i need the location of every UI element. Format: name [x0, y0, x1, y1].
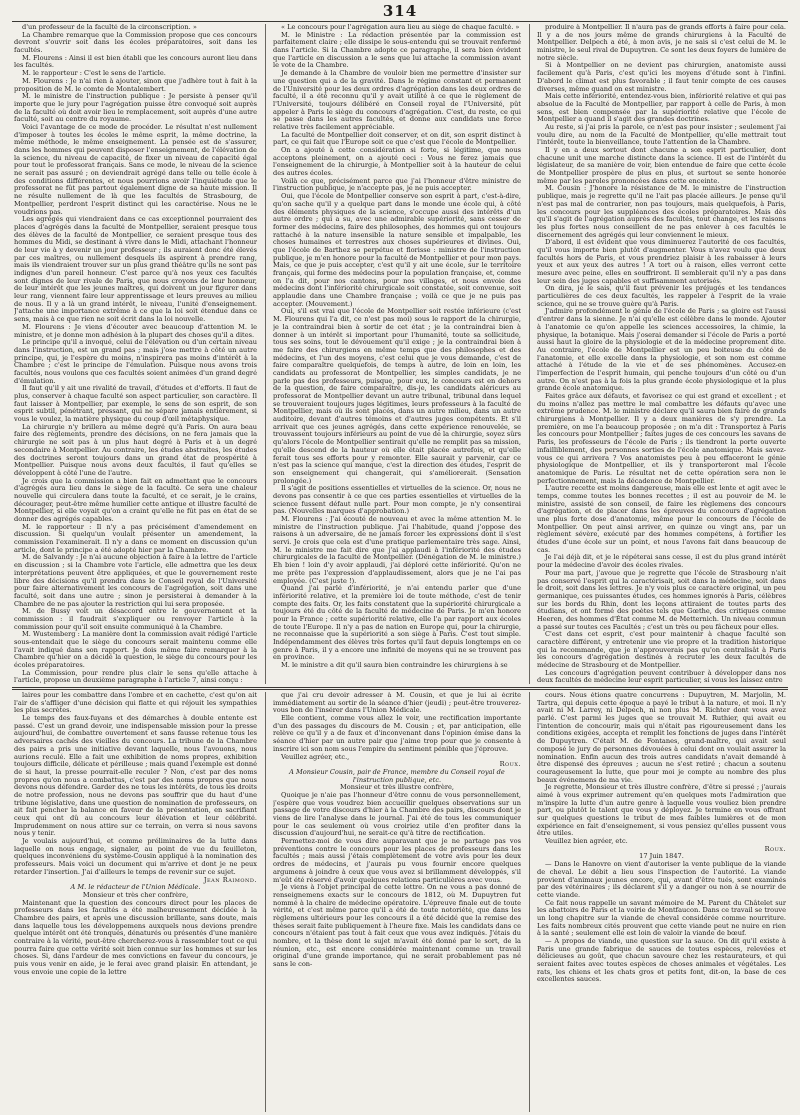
paragraph: Au reste, si j'ai pris la parole, ce n'est pas pour insister ; seulement j'ai voulu dire, au nom de la Faculté de Montpellier, qu'elle mettrait tout l'intérêt, toute la bienveillance, toute l'attention de la Chambre. — [537, 122, 786, 147]
paragraph: Permettez-moi de vous dire auparavant que je ne partage pas vos préventions contre le concours pour les places de professeurs dans les facultés ; mais aussi j'étais complètement de votre avis pour les deux ordres de médecins, et j'aurais pu vous fournir encore quelques argumens à joindre à ceux que vous avez si brillamment développés, s'il m'eût été réservé d'avoir quelques relations particulières avec vous. — [273, 837, 521, 884]
paragraph: Je demande à la Chambre de vouloir bien me permettre d'insister sur une question qui a de la gravité. Dans le régime constant et permanent de l'Université pour les deux ordres d'agrégation dans les deux ordres de faculté, il a été reconnu qu'il y avait utilité à ce que le règlement de l'Université, toujours délibéré en Conseil royal de l'Université, pût appeler à Paris le siège du concours d'agrégation. C'est, du reste, ce qui se passe dans les autres facultés, et donne aux candidats une force relative très facilement appréciable. — [273, 69, 521, 131]
lower-column-3 — [537, 692, 786, 1112]
paragraph: M. le ministre a dit qu'il saura bien contraindre les chirurgiens à se — [281, 661, 508, 670]
column-divider — [529, 24, 530, 684]
salutation: Monsieur et très cher confrère, — [82, 890, 189, 899]
paragraph: La Chambre remarque que la Commission propose que ces concours devront s'ouvrir soit dans les écoles préparatoires, soit dans les facultés. — [14, 30, 257, 55]
paragraph: — A propos de viande, une question sur la sauce. On dit qu'il existe à Paris une grande fabrique de sauces de toutes espèces, relevées et délicieuses au goût, que chacun savoure chez les restaurateurs, et qui seraient faites avec toutes espèces de choses animales et végétales. Les rats, les chiens et les chats gros et petits font, dit-on, la base de ces excellentes sauces. — [537, 937, 786, 984]
letter-heading: A Monsieur Cousin, pair de France, membre du Conseil royal de l'instruction publique, etc. — [289, 767, 505, 784]
paragraph: Quoique je n'aie pas l'honneur d'être connu de vous personnellement, j'espère que vous voudrez bien accueillir quelques observations sur un passage de votre discours d'hier à la Chambre des pairs, discours dont je viens de lire l'analyse dans le journal. J'ai été de tous les communiquer pour le cas seulement où vous croiriez utile d'en profiter dans la discussion d'aujourd'hui, ne serait-ce qu'à titre de rectification. — [273, 790, 521, 838]
header-rule — [12, 21, 788, 22]
paragraph: M. de Bussy voit un désaccord entre le gouvernement et la commission : il faudrait s'expliquer ou renvoyer l'article à la commission pour qu'il soit ensuite communiqué à la Chambre. — [14, 607, 257, 631]
upper-column-1 — [14, 24, 257, 684]
page-number: 314 — [382, 2, 418, 20]
paragraph: d'un professeur de la faculté de la circonscription. » — [22, 24, 197, 31]
feuilleton-rule — [12, 687, 788, 690]
upper-column-3 — [537, 24, 786, 684]
paragraph: M. le ministre de l'instruction publique : Je persiste à penser qu'il importe que le jury pour l'agrégation puisse être convoqué soit auprès de la faculté où doit avoir lieu le remplacement, soit auprès d'une autre faculté, soit au centre du royaume. — [14, 92, 257, 124]
paragraph: M. le rapporteur : Il n'y a pas précisément d'amendement en discussion. Si quelqu'un voulait présenter un amendement, la commission l'examinerait. Il n'y a dans ce moment en discussion qu'un article, dont le principe a été adopté hier par la Chambre. — [14, 522, 257, 554]
paragraph: Pour ma part, j'avoue que je regrette que l'école de Strasbourg n'ait pas conservé l'esprit qui la caractérisait, soit dans la médecine, soit dans le droit, soit dans les lettres. Je n'y vois plus ce caractère original, un peu germanique, ces puissantes études, ces hommes ignorés à Paris, célèbres sur les bords du Rhin, dont les leçons attiraient de toutes parts des étudians, et ont formé des poètes tels que Gœthe, des critiques comme Heeren, des hommes d'État comme M. de Metternich. Un niveau commun a passé sur toutes ces Facultés ; c'est un très ou peu fâcheux pour elles. — [537, 568, 786, 631]
lower-column-2 — [273, 692, 521, 1112]
paragraph: M. Flourens : Je viens d'écouter avec beaucoup d'attention M. le ministre, et je donne mon adhésion à la plupart des choses qu'il a dites. — [14, 322, 257, 339]
paragraph: Quand j'ai parlé d'infériorité, je n'ai entendu parler que d'une infériorité relative, et la première loi de toute méthode, c'est de tenir compte des faits. Or, les faits constatent que la supériorité chirurgicale a toujours été du côté de la faculté de médecine de Paris. Je m'en honore pour la France ; cette supériorité relative, elle l'a par rapport aux écoles de toute l'Europe. Il n'y a pas de nation en Europe qui, pour la chirurgie, ne reconnaisse que la supériorité a son siège à Paris. C'est tout simple. Indépendamment des élèves très fortes qu'il faut depuis longtemps en ce genre à Paris, il y a encore une infinité de moyens qui ne se trouvent pas en province. — [273, 584, 521, 662]
paragraph: M. le rapporteur : C'est le sens de l'article. — [22, 69, 166, 78]
salutation: Monsieur et très illustre confrère, — [340, 783, 454, 792]
paragraph: La Commission, pour rendre plus clair le sens qu'elle attache à l'article, propose un deuxième paragraphe à l'article 7, ainsi conçu : — [14, 668, 257, 684]
paragraph: On a ajouté à cette considération si forte, si légitime, que nous acceptons pleinement, on a ajouté ceci : Vous ne ferez jamais que l'enseignement de la chirurgie, à Montpellier soit à la hauteur de celui des autres écoles. — [273, 146, 521, 178]
paragraph: Il faut qu'il y ait une rivalité de travail, d'études et d'efforts. Il faut de plus, conserver à chaque faculté son aspect particulier, son caractère. Il faut laisser à Montpellier, par exemple, le sens de son esprit, de son esprit subtil, pénétrant, pressant, qui ne sépare jamais entièrement, si vous le voulez, la matière physique du coup d'œil métaphysique. — [14, 384, 257, 424]
paragraph: M. Flourens : Ainsi il est bien établi que les concours auront lieu dans les facultés. — [14, 53, 257, 70]
upper-column-2 — [273, 24, 521, 684]
paragraph: M. Flourens : Je n'ai rien à ajouter, sinon que j'adhère tout à fait à la proposition de M. le comte de Montalembert. — [14, 76, 257, 93]
paragraph: « Le concours pour l'agrégation aura lieu au siège de chaque faculté. » — [281, 24, 520, 31]
paragraph: M. Flourens : J'ai écouté de nouveau et avec la même attention M. le ministre de l'instruction publique. J'ai l'habitude, quand j'oppose des raisons à un adversaire, de ne jamais forcer les expressions dont il s'est servi. Je crois que cela est d'une pratique parlementaire très sage. Ainsi, M. le ministre me fait dire que j'ai applaudi à l'infériorité des études chirurgicales de la faculté de Montpellier. (Dénégation de M. le ministre.) Eh bien ! loin d'y avoir applaudi, j'ai déploré cette infériorité. Qu'on ne me prête pas l'expression d'applaudissement, alors que je ne l'ai pas employée. (C'est juste !). — [273, 515, 521, 585]
paragraph: que j'ai cru devoir adresser à M. Cousin, et que je lui ai écrite immédiatement au sortir de la séance d'hier (jeudi) ; peut-être trouverez-vous bon de l'insérer dans l'Union Médicale. — [273, 692, 521, 715]
paragraph: Il s'agit de positions essentielles et virtuelles de la science. Or, nous ne devons pas consentir à ce que ces parties essentielles et virtuelles de la science fussent défaut nulle part. Pour mon compte, je n'y consentirai pas. (Nouvelles marques d'approbation.) — [273, 484, 521, 516]
column-divider — [529, 692, 530, 1112]
paragraph: Le temps des faux-fuyans et des démarches à double entente est passé. C'est un grand devoir, une indispensable mission pour la presse aujourd'hui, de combattre ouvertement et sans fausse retenue tous les adversaires cachés des vieilles du concours. La tribune de la Chambre des pairs a pris une initiative devant laquelle, nous l'avouons, nous aurions reculé. Elle a fait une exhibition de noms propres, exhibition toujours difficile, délicate et périlleuse ; mais quand l'exemple est donné de si haut, la presse pourrait-elle reculer ? Non, c'est par des noms propres qu'on nous a combattus, c'est par des noms propres que nous devons nous défendre. Garder des ne tous les intérêts, de tous les droits de notre profession, nous ne devons pas souffrir que du haut d'une tribune législative, dans une question de nomination de professeurs, on ait fait pencher la balance en faveur de la présentation, en sacrifiant ceux qui ont dû au concours leur élévation et leur célébrité. Imprudemment on nous attire sur ce terrain, on verra si nous savons nous y tenir. — [14, 714, 257, 838]
paragraph: M. Wustemberg : La manière dont la commission avait rédigé l'article sous-entendait que le siège du concours serait maintenu comme elle l'avait indiqué dans son rapport. Je dois même faire remarquer à la Chambre qu'hier on a décidé la question, le siège du concours pour les écoles préparatoires. — [14, 630, 257, 670]
column-divider — [265, 692, 266, 1112]
paragraph: Je regrette, Monsieur et très illustre confrère, d'être si pressé ; j'aurais aimé à vous exprimer autrement qu'en quelques mots l'admiration que m'inspire la lutte d'un autre genre à laquelle vous vouliez bien prendre part, ou plutôt le talent que vous y déployez. Je termine en vous offrant sur quelques questions le tribut de mes faibles lumières et de mon expérience en fait d'enseignement, si vous pensiez qu'elles pussent vous être utiles. — [537, 783, 786, 838]
paragraph: Il y en a deux sortout dont chacune a son esprit particulier, dont chacune unit une marche distincte dans la science. Il est de l'intérêt du législateur, de sa manière de voir, bien entendue de faire que cette école de Montpellier prospère de plus en plus, et surtout se sente honorée même par les paroles prononcées dans cette enceinte. — [537, 146, 786, 185]
paragraph: Veuillez bien agréer, etc. — [545, 837, 628, 846]
signature: Jean Raimond. — [203, 875, 257, 884]
paragraph: Les agrégés qui viendraient dans ce cas exceptionnel pourraient des places d'agrégés dans la faculté de Montpellier, seraient presque tous des élèves de la faculté de Montpellier, ce seraient presque tous des hommes du Midi, se destinant à vivre dans le Midi, attachant l'honneur de leur vie à y devenir un jour professeur ; ils auraient donc été élevés par ces maîtres, ou nullement desquels ils aspirent à prendre rang, mais ils viendraient trouver sur un plus grand théâtre qu'ils ne sont pas indignes d'un pareil honneur. C'est parce qu'à nos yeux ces facultés sont dignes de leur rivale de Paris, que nous croyons de leur honneur, de leur intérêt que les jeunes maîtres, qui doivent un jour figurer dans leur rang, viennent faire leur apprentissage et leurs preuves au milieu de nous. Il y a là un grand intérêt, le niveau, l'unité d'enseignement. J'attache une importance extrême à ce que la loi soit étendue dans ce sens, mais à ce que rien ne soit écrit dans la loi nouvelle. — [14, 215, 257, 324]
paragraph: Les concours d'agrégation peuvent contribuer à développer dans nos deux facultés de médecine leur esprit particulier, si vous les laissez entre — [537, 668, 786, 684]
paragraph: Oui, s'il est vrai que l'école de Montpellier soit restée inférieure (c'est M. Flourens qui l'a dit, ce n'est pas moi) sous le rapport de la chirurgie, je la contraindrai bien à sortir de cet état ; je la contraindrai bien à donner à un intérêt si important pour l'humanité, toute sa sollicitude, tous ses soins, tout le dévouement qu'il exige ; je la contraindrai bien à me faire des chirurgiens en même temps que des philosophes et des médecins, et l'un des moyens, c'est celui que je vous demande, c'est de faire comparaître quelquefois, de temps à autre, de loin en loin, les candidats au professorat de Montpellier, les simples candidats, je ne parle pas des professeurs, puisque, pour eux, le concours est en dehors de la question, de faire comparaître, dis-je, les candidats aléricurs au professorat de Montpellier devant un autre tribunal, tribunal dans lequel se trouveraient toujours juges légitimes, leurs professeurs à la faculté de Montpellier, mais où ils sont placés, dans un autre milieu, dans un autre auditoire, devant d'autres témoins et d'autres juges compétents. Et s'il arrivait que ces jeunes agrégés, dans cette expérience renouvelée, se trouvassent toujours inférieurs au point de vue de la chirurgie, soyez sûrs qu'alors l'école de Montpellier sentirait qu'elle ne remplit pas sa mission, qu'elle descend de la hauteur où elle était placée autrefois, et qu'elle ferait tous ses efforts pour y remonter. Elle saurait y parvenir, car ce n'est pas la science qui manque, c'est la direction des études, l'esprit de son enseignement qui changerait, qui s'améliorerait. (Sensation prolongée.) — [273, 307, 521, 485]
paragraph: Je viens à l'objet principal de cette lettre. On ne vous a pas donné de renseignemens exacts sur le concours de 1812, où M. Dupuytren fut nommé à la chaire de médecine opératoire. L'épreuve finale eut de toute vérité, et c'est même parce qu'il a été de toute notoriété, que dans les règlemens ultérieurs pour les concours il a été décidé que la remise des thèses serait faite publiquement à l'heure fixe. Mais les candidats dans ce concours n'étaient pas tout à fait ceux que vous avez indiqués. J'étais du nombre, et la thèse dont le sujet m'avait été donné par le sort, de la réunion, etc., est encore considérée maintenant comme un travail original d'une grande importance, qui ne serait probablement pas né sans le con- — [273, 883, 521, 969]
letter-heading: A M. le rédacteur de l'Union Médicale. — [70, 883, 201, 892]
lower-column-1 — [14, 692, 257, 1112]
paragraph: Voilà ce que, précisément parce que j'ai l'honneur d'être ministre de l'instruction publique, je n'accepte pas, je ne puis accepter. — [273, 176, 521, 193]
paragraph: On dira, je le sais, qu'il faut prévenir les préjugés et les tendances particulières de ces deux facultés, les rappeler à l'esprit de la vraie science, qui ne se trouve guère qu'à Paris. — [537, 284, 786, 308]
signature: Roux. — [764, 844, 786, 853]
paragraph: Mais cette infériorité, entendez-vous bien, infériorité relative et qui pas absolue de la Faculté de Montpellier, par rapport à celle de Paris, à mon sens, est bien compensée par la supériorité relative que l'école de Montpellier a quand il s'agit des grandes doctrines. — [537, 92, 786, 124]
paragraph: laires pour les combattre dans l'ombre et en cachette, c'est qu'on ait l'air de s'affliger d'une décision qui flatte et qui réjouit les sympathies les plus secrètes. — [14, 692, 257, 715]
paragraph: C'est dans cet esprit, c'est pour maintenir à chaque faculté son caractère différent, y entretenir une vie propre et la tradition historique qui la recommande, que je n'approuverais pas qu'on centralisât à Paris les concours d'agrégation destinés à recruter les deux facultés de médecine de Strasbourg et de Montpellier. — [537, 630, 786, 670]
paragraph: Maintenant que la question des concours direct pour les places de professeurs dans les facultés a été malheureusement décidée à la Chambre des pairs, et après une discussion brillante, sans doute, mais dans laquelle tous les développemens auxquels nous devions prendre quelque intérêt ont été tronqués, dénaturés ou présentés d'une manière contraire à la vérité, peut-être chercherez-vous à rassembler tout ce qui pourra faire que cette vérité soit bien connue sur les hommes et sur les choses. Si, dans l'ardeur de mes convictions en faveur du concours, je puis vous venir en aide, je le ferai avec grand plaisir. En attendant, je vous envoie une copie de la lettre — [14, 898, 257, 976]
paragraph: Faites grâce aux défauts, et favorisez ce qui est grand et excellent ; et du moins n'allez pas mettre le mal combattre les défauts qu'avec une extrême prudence. M. le ministre déclare qu'il saura bien faire de grands chirurgiens à Montpellier. Il y a deux manières de s'y prendre. La première, on me l'a beaucoup proposée ; on m'a dit : Transportez à Paris les concours pour Montpellier ; faites juges de ces concours les savans de Paris, les professeurs de l'école de Paris ; ils tiendront la porte ouverte infailliblement, des personnes sorties de l'école anatomique. Mais savez-vous ce qui arrivera ? Vos anatomistes peu à peu effaceront le génie physiologique de Montpellier, et ils y transporteront mal l'école anatomique de Paris. Le résultat net de cette opération sera non le perfectionnement, mais la décadence de Montpellier. — [537, 392, 786, 485]
paragraph: D'abord, il est évident que vous diminuerez l'autorité de ces facultés, qu'il vous importe bien plutôt d'augmenter. Vous n'avez voulu que deux facultés hors de Paris, et vous prendriez plaisir à les rabaisser à leurs yeux et aux yeux des autres ! A tort ou à raison, elles verront cette mesure avec peine, elles en souffriront. Il semblerait qu'il n'y a pas dans leur sein des juges capables et suffisamment autorisés. — [537, 238, 786, 285]
signature: Roux. — [499, 760, 521, 769]
paragraph: Oui, que l'école de Montpellier conserve son esprit à part, c'est-à-dire, qu'on sache qu'il y a quelque part dans le monde une école qui, à côté des éléments physiques de la science, s'occupe aussi des intérêts d'un autre ordre ; qui a su, avec une admirable supériorité, sans cesser de former des médecins, faire des philosophes, des hommes qui ont toujours rattaché à la nature insensible la nature sensible et impalpable, les choses humaines et terrestres aux choses supérieures et divines. Oui, que l'école de Barthez se perpétue et florisse : ministre de l'instruction publique, je m'en honore pour la faculté de Montpellier et pour mon pays. Mais, ce que je puis accepter, c'est qu'il y ait une école, sur le territoire français, qui forme des médecins pour la population française, et, comme on l'a dit, pour nos cantons, pour nos villages, et nous envoie des médecins dont l'infériorité chirurgicale soit constatée, soit convenue, soit applaudie dans une Chambre française ; voilà ce que je ne puis pas accepter. (Mouvement.) — [273, 192, 521, 308]
letter-date: 17 Juin 1847. — [639, 852, 684, 861]
paragraph: Je l'ai déjà dit, et je le répéterai sans cesse, il est du plus grand intérêt pour la médecine d'avoir des écoles rivales. — [537, 553, 786, 570]
paragraph: Voici l'avantage de ce mode de procéder. Le résultat n'est nullement d'imposer à toutes les écoles le même esprit, la même doctrine, la même méthode, le même enseignement. La pensée est de s'assurer, dans les hommes qui peuvent disposer l'enseignement, de l'élévation de la science, du niveau de capacité, de fixer un niveau de capacité égal pour tout le professorat français. Sans ce mode, le niveau de la science ne serait pas assuré ; on deviendrait agrégé dans telle ou telle école à des conditions différentes, et nous pourrions avoir l'inquiétude que le professorat ne fût pas partout également digne de sa haute mission. Il ne résulte nullement de là que les facultés de Strasbourg, de Montpellier, perdront l'esprit distinct qui les caractérise. Nous ne le voudrions pas. — [14, 122, 257, 216]
paragraph: M. le Ministre : La rédaction présentée par la commission est parfaitement claire ; elle dissipe le sous-entendu qui se trouvait renfermé dans l'article. Si la Chambre adopte ce paragraphe, il sera bien évident que l'article en discussion a le sens que lui attache la commission avant le vote de la Chambre. — [273, 30, 521, 70]
paragraph: Si à Montpellier on ne devient pas chirurgien, anatomiste aussi facilement qu'à Paris, c'est qu'ici les moyens d'étude sont à l'infini. D'abord le climat est plus favorable ; il faut tenir compte de ces causes diverses, même quand on est ministre. — [537, 61, 786, 93]
paragraph: La chirurgie n'y brillera au même degré qu'à Paris. On aura beau faire des règlements, prendre des décisions, on ne fera jamais que la chirurgie ne soit pas à un plus haut degré à Paris et à un degré secondaire à Montpellier. Au contraire, les études abstraites, les études des doctrines seront toujours dans un grand état de prospérité à Montpellier. Puisque nous avons deux facultés, il faut qu'elles se développent à côté l'une de l'autre. — [14, 422, 257, 477]
column-divider — [265, 24, 266, 684]
paragraph: — Dans le Hanovre on vient d'autoriser la vente publique de la viande de cheval. Le débit a lieu sous l'inspection de l'autorité. La viande provient d'animaux jeunes encore, qui, avant d'être tués, sont examinés par des vétérinaires ; ils déclarent s'il y a danger ou non à se nourrir de cette viande. — [537, 860, 786, 899]
paragraph: M. Cousin : J'honore la résistance de M. le ministre de l'instruction publique, mais je regrette qu'il ne l'ait pas placée ailleurs. Je pense qu'il n'est pas mal de contrarier, non pas toujours, mais quelquefois, à Paris, les concours pour les suppléances des écoles préparatoires. Mais dès qu'il s'agit de l'agrégation auprès des facultés, tout change, et les raisons les plus fortes nous conseillent de ne pas enlever à ces facultés le discernement des agrégés qui leur conviennent le mieux. — [537, 184, 786, 239]
paragraph: La faculté de Montpellier doit conserver, et on dit, son esprit distinct à part, ce qui fait que l'Europe soit ce que c'est que l'école de Montpellier. — [273, 130, 521, 147]
paragraph: Elle contient, comme vous allez le voir, une rectification importante d'un des passages du discours de M. Cousin ; et, par anticipation, elle relève ce qu'il y a de faux et d'inconvenant dans l'opinion émise dans la séance d'hier par un autre pair que j'aime trop pour que je consente à inscrire ici son nom sous l'empire du sentiment pénible que j'éprouve. — [273, 714, 521, 753]
paragraph: Le principe qu'il a invoqué, celui de l'élévation ou d'un certain niveau dans l'instruction, est un grand pas ; mais j'ose mettre à côté un autre principe, qui, je l'espère du moins, n'inspirera pas moins d'intérêt à la Chambre ; c'est le principe de l'émulation. Puisque nous avons trois facultés, nous voulons que ces facultés soient animées d'un grand degré d'émulation. — [14, 338, 257, 385]
paragraph: produire à Montpellier. Il n'aura pas de grands efforts à faire pour cela. Il y a de nos jours même de grands chirurgiens à la Faculté de Montpellier. Delpech a été, à mon avis, je ne sais si c'est celui de M. le ministre, le seul rival de Dupuytren. Ce sont les deux foyers de lumière de notre siècle. — [537, 24, 786, 62]
paragraph: cours. Nous étions quatre concurrens : Dupuytren, M. Marjolin, M. Tartra, qui depuis cette époque a payé le tribut à la nature, et moi. Il n'y avait ni M. Larrey, ni Delpech, ni non plus M. Richter dont vous avez parlé. C'est parmi les juges que se trouvait M. Ruthier, qui avait eu l'intention de concourir, mais qui n'était pas rigoureusement dans les conditions exigées, accepta et remplit les fonctions de juges dans l'intérêt de Dupuytren. C'était M. de Fontanes, grand-maître, qui avait seul composé le jury de personnes dévouées à celui dont on voulait assurer la nomination. Enfin aucun des trois autres candidats n'avait demandé à être dispensé des épreuves ; aucun ne s'est retiré ; chacun a soutenu courageusement la lutte, que pour moi je compte au nombre des plus beaux événemens de ma vie. — [537, 692, 786, 784]
paragraph: Je crois que la commission a bien fait en admettant que le concours d'agrégés aura lieu dans le siège de la faculté. Ce sera une chaleur nouvelle qui circulera dans toute la faculté, et ce serait, je le crains, décourager, peut-être même humilier cette antique et illustre faculté de Montpellier, si elle voyait qu'on a craint qu'elle ne fût pas en état de se donner des agrégés capables. — [14, 476, 257, 523]
paragraph: Veuillez agréer, etc., — [281, 752, 350, 761]
paragraph: J'admire profondément le génie de l'école de Paris ; sa gloire est l'aussi d'entrer dans la sienne. Je n'ai qu'elle est célèbre dans le monde. Ajouter à l'anatomie ce qu'on appelle les sciences accessoires, la chimie, la physique, la botanique. Mais j'oserai demander si l'école de Paris a porté aussi haut la gloire de la physiologie et de la médecine proprement dite. Au contraire, l'école de Montpellier est un peu boiteuse du côté de l'anatomie, et elle excelle dans la physiologie, et son nom est comme attaché à l'étude de la vie et de ses phénomènes. Accusez-en l'imperfection de l'esprit humain, qui penche toujours d'un côté ou d'un autre. On n'est pas à la fois la plus grande école physiologique et la plus grande école anatomique. — [537, 307, 786, 393]
paragraph: Ce fait nous rappelle un savant mémoire de M. Parent du Châtelet sur les abattoirs de Paris et la voirie de Montfaucon. Dans ce travail se trouve un long chapitre sur la viande de cheval considérée comme nourriture. Les faits nombreux cités prouvent que cette viande peut ne nuire en rien à la santé ; seulement elle est loin de valoir la viande de bœuf. — [537, 898, 786, 938]
paragraph: Je voulais aujourd'hui, et comme préliminaires de la lutte dans laquelle on nous engage, signaler, au point de vue du feuilleton, quelques inconvéniens du système-Cousin appliqué à la nomination des professeurs. Mais voici un document qui m'arrive et dont je ne peux retarder l'insertion. J'ai d'ailleurs le temps de revenir sur ce sujet. — [14, 837, 257, 876]
paragraph: L'autre recette est moins dangereuse, mais elle est lente et agit avec le temps, comme toutes les bonnes recettes ; il est au pouvoir de M. le ministre, assisté de son conseil, de faire les règlemens des concours d'agrégation, et de placer dans les épreuves du concours d'agrégation une plus forte dose d'anatomie, même pour le concours de l'école de Montpellier. On peut ainsi arriver, en quinze ou vingt ans, par un règlement sévère, exécuté par des hommes compétens, à fortifier les études d'une école sur un point, et nous l'avons fait dans beaucoup de cas. — [537, 484, 786, 554]
paragraph: M. de Salvandy : Je n'ai aucune objection à faire à la lettre de l'article en discussion ; si la Chambre vote l'article, elle admettra que les deux interprétations peuvent être appliquées, et que le gouvernement reste libre des décisions qu'il prendra dans le Conseil royal de l'Université pour faire alternativement les concours de l'agrégation, soit dans une faculté, soit dans une autre ; sinon je persisterai à demander à la Chambre de ne pas ajouter la restriction qui lui sera proposée. — [14, 553, 257, 608]
